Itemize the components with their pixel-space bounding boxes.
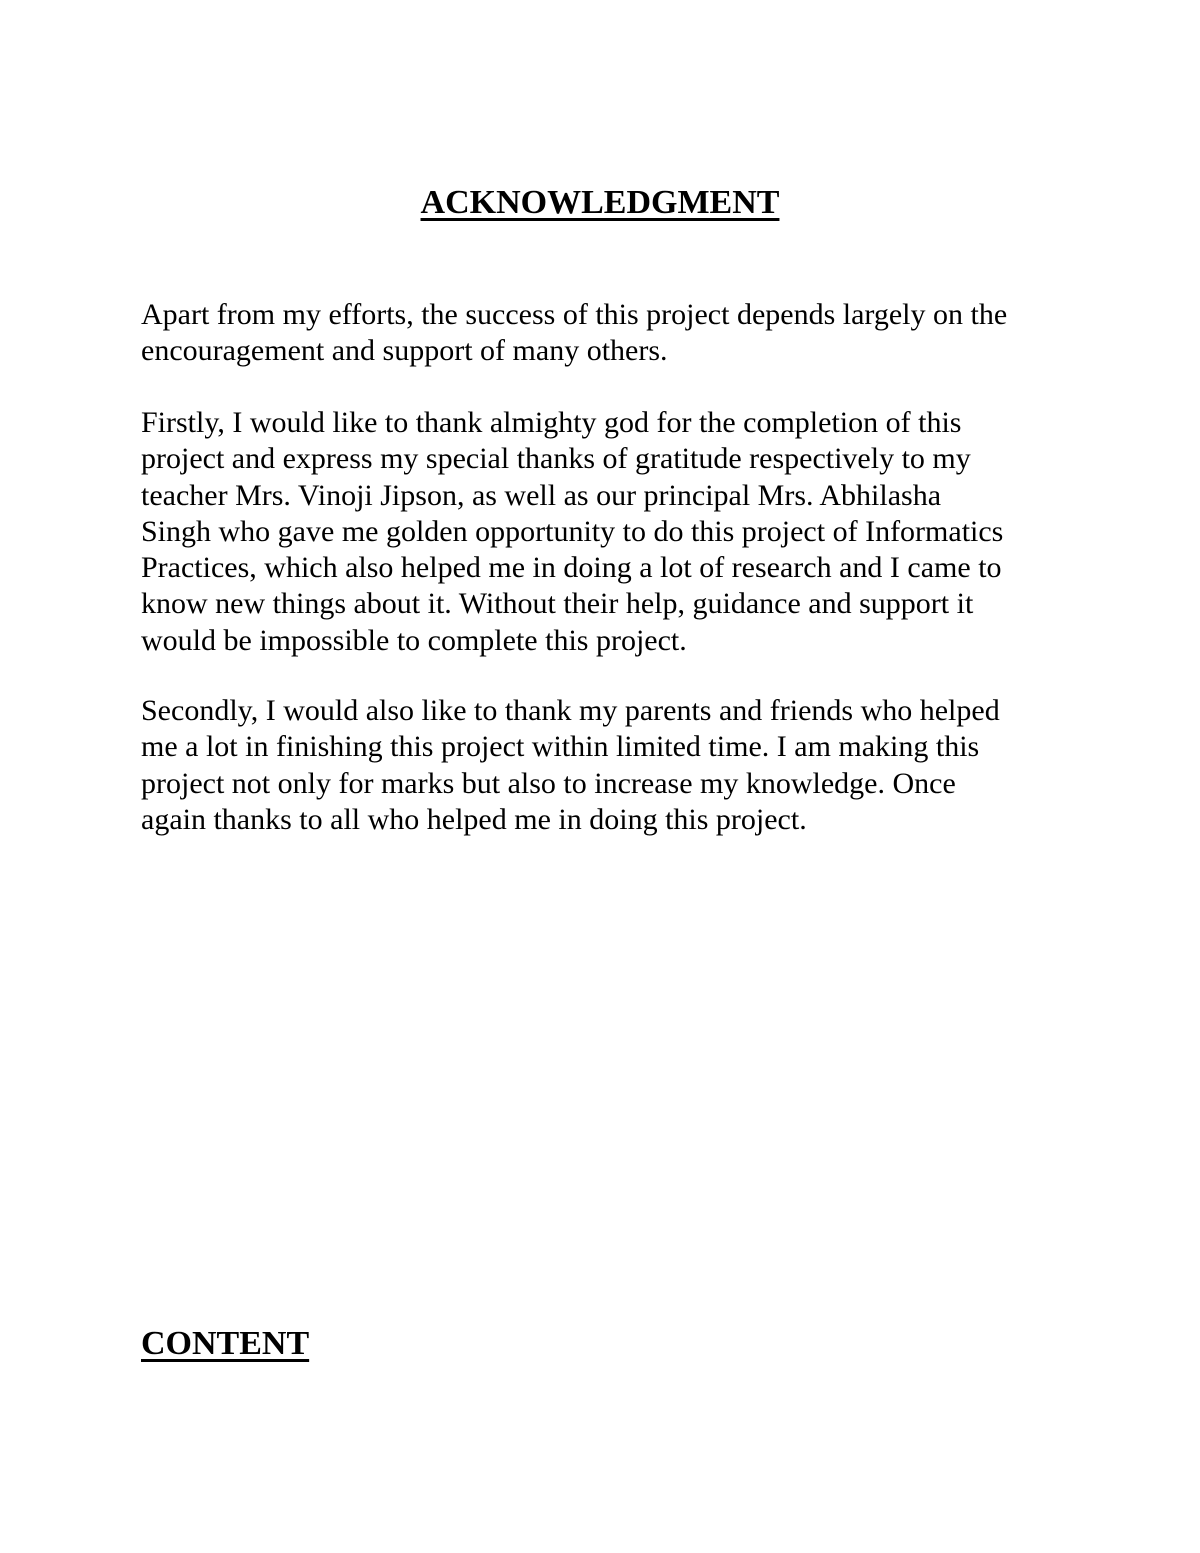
page-title: ACKNOWLEDGMENT bbox=[420, 184, 780, 221]
paragraph-line: again thanks to all who helped me in doing this project. bbox=[141, 802, 807, 836]
paragraph-secondly bbox=[141, 693, 1061, 838]
section-heading-content: CONTENT bbox=[141, 1325, 310, 1362]
paragraph-line: Practices, which also helped me in doing a lot of research and I came to bbox=[141, 551, 1002, 585]
paragraph-line: project not only for marks but also to increase my knowledge. Once bbox=[141, 766, 956, 800]
paragraph-line: Firstly, I would like to thank almighty god for the completion of this bbox=[141, 406, 962, 439]
paragraph-line: would be impossible to complete this project. bbox=[141, 623, 687, 657]
paragraph-firstly bbox=[141, 405, 1061, 659]
paragraph-intro bbox=[141, 297, 1061, 370]
paragraph-line: teacher Mrs. Vinoji Jipson, as well as our principal Mrs. Abhilasha bbox=[141, 478, 942, 512]
paragraph-line: project and express my special thanks of gratitude respectively to my bbox=[141, 442, 971, 476]
paragraph-line: Apart from my efforts, the success of this project depends largely on the bbox=[141, 298, 1008, 331]
paragraph-line: know new things about it. Without their help, guidance and support it bbox=[141, 587, 974, 621]
paragraph-line: Secondly, I would also like to thank my parents and friends who helped bbox=[141, 694, 1000, 727]
paragraph-line: Singh who gave me golden opportunity to do this project of Informatics bbox=[141, 514, 1004, 548]
paragraph-line: me a lot in finishing this project within limited time. I am making this bbox=[141, 730, 980, 764]
paragraph-line: encouragement and support of many others. bbox=[141, 334, 668, 368]
